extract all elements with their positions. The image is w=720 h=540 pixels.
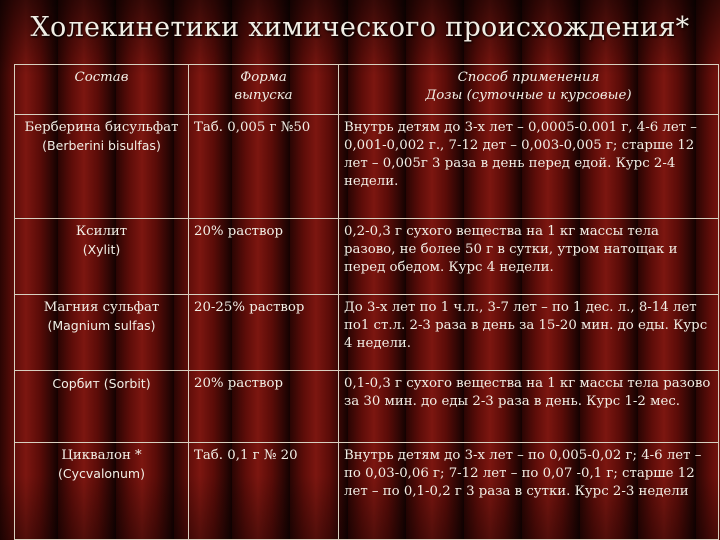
drug-name: Берберина бисульфат bbox=[24, 120, 179, 135]
header-method-line2: Дозы (суточные и курсовые) bbox=[425, 88, 632, 103]
drug-latin: (Magnium sulfas) bbox=[47, 318, 156, 333]
drug-dose: 0,1-0,3 г сухого вещества на 1 кг массы тела разово за 30 мин. до еды 2-3 раза в день. Курс 1-2 мес. bbox=[339, 371, 719, 443]
drug-form: 20% раствор bbox=[189, 219, 339, 295]
table-row bbox=[15, 219, 719, 295]
drug-latin: (Berberini bisulfas) bbox=[42, 138, 161, 153]
drug-name-cell bbox=[15, 219, 189, 295]
header-form-line1: Форма bbox=[240, 70, 287, 85]
table-row bbox=[15, 371, 719, 443]
drug-latin: (Xylit) bbox=[82, 242, 121, 257]
header-composition bbox=[15, 65, 189, 115]
drug-form: 20-25% раствор bbox=[189, 295, 339, 371]
drug-name-cell bbox=[15, 443, 189, 540]
drug-name-cell bbox=[15, 295, 189, 371]
drug-name-cell bbox=[15, 371, 189, 443]
table-row bbox=[15, 295, 719, 371]
drug-name: Магния сульфат bbox=[43, 300, 160, 315]
header-method bbox=[339, 65, 719, 115]
drug-form: Таб. 0,005 г №50 bbox=[189, 115, 339, 219]
drug-name: Сорбит (Sorbit) bbox=[52, 376, 151, 391]
drug-dose: Внутрь детям до 3-х лет – 0,0005-0.001 г, 4-6 лет – 0,001-0,002 г., 7-12 дет – 0,003-0,005 г; старше 12 лет – 0,005г 3 раза в день перед едой. Курс 2-4 недели. bbox=[339, 115, 719, 219]
header-form-line2: выпуска bbox=[234, 88, 293, 103]
header-composition-label: Состав bbox=[74, 70, 129, 85]
drug-name: Циквалон * bbox=[61, 448, 142, 463]
drug-name-cell bbox=[15, 115, 189, 219]
drug-latin: (Cycvalonum) bbox=[58, 466, 145, 481]
table-row bbox=[15, 443, 719, 540]
drug-table bbox=[14, 64, 719, 540]
drug-dose: 0,2-0,3 г сухого вещества на 1 кг массы тела разово, не более 50 г в сутки, утром натощак и перед обедом. Курс 4 недели. bbox=[339, 219, 719, 295]
slide-title: Холекинетики химического происхождения* bbox=[30, 12, 690, 43]
drug-form: Таб. 0,1 г № 20 bbox=[189, 443, 339, 540]
header-form bbox=[189, 65, 339, 115]
header-method-line1: Способ применения bbox=[457, 70, 600, 85]
table-header-row bbox=[15, 65, 719, 115]
table-row bbox=[15, 115, 719, 219]
drug-dose: Внутрь детям до 3-х лет – по 0,005-0,02 г; 4-6 лет – по 0,03-0,06 г; 7-12 лет – по 0,07 -0,1 г; старше 12 лет – по 0,1-0,2 г 3 раза в сутки. Курс 2-3 недели bbox=[339, 443, 719, 540]
drug-name: Ксилит bbox=[75, 224, 128, 239]
drug-form: 20% раствор bbox=[189, 371, 339, 443]
drug-dose: До 3-х лет по 1 ч.л., 3-7 лет – по 1 дес. л., 8-14 лет по1 ст.л. 2-3 раза в день за 15-20 мин. до еды. Курс 4 недели. bbox=[339, 295, 719, 371]
